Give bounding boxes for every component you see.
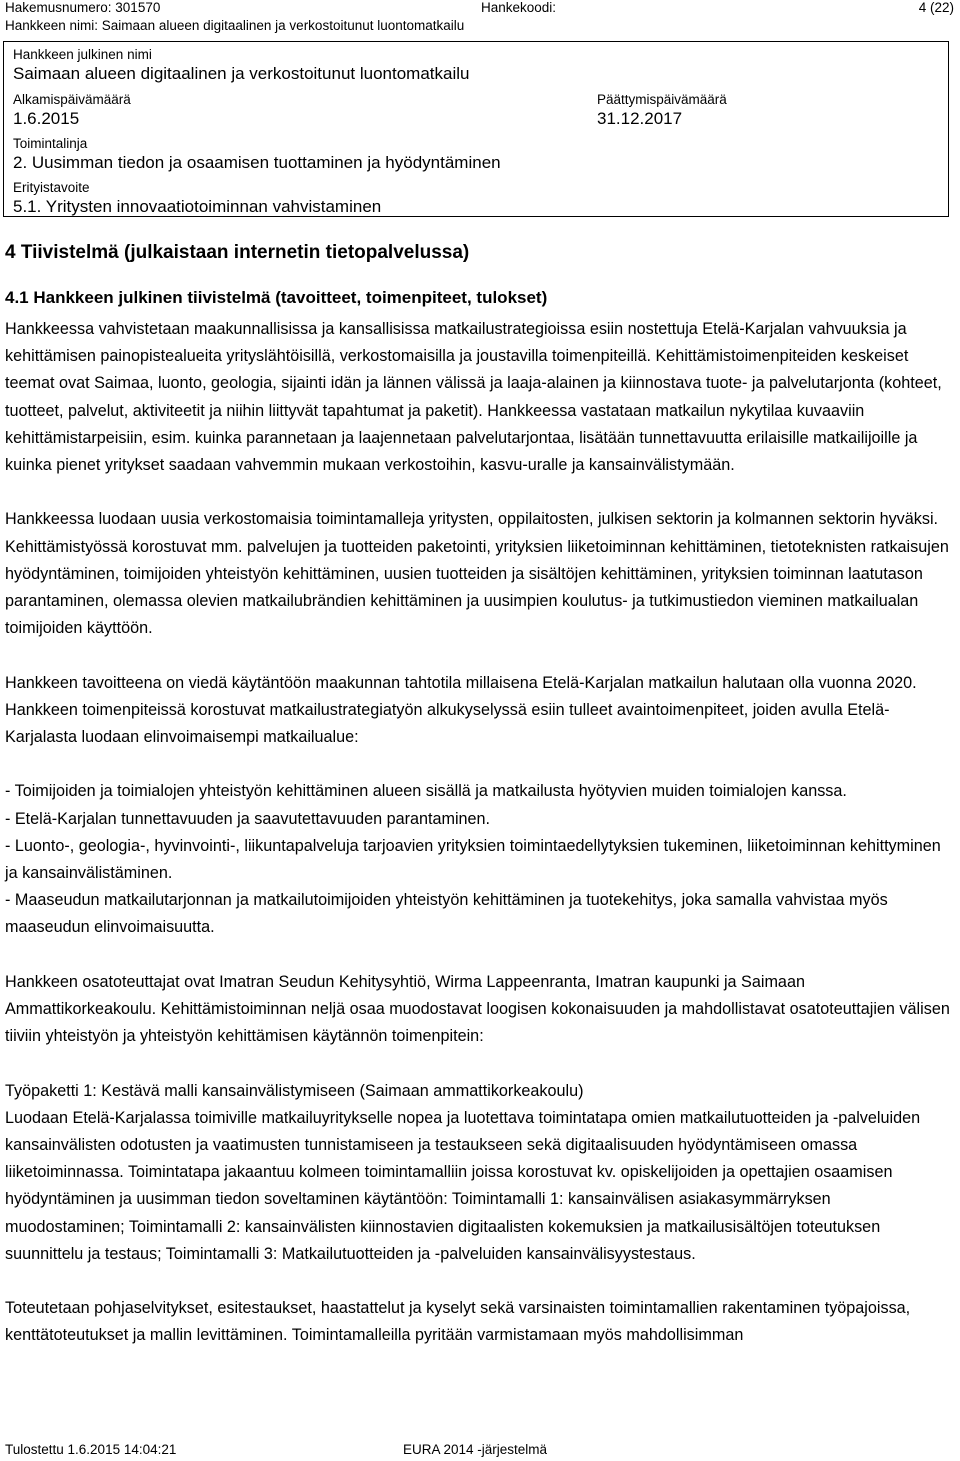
paragraph-2: Hankkeessa luodaan uusia verkostomaisia toimintamalleja yritysten, oppilaitosten, julkisen sektorin ja kolmannen sektorin hyväksi. Kehittämistyössä korostuvat mm. palvelujen ja tuotteiden paketointi, yrityksien liiketoiminnan kehittäminen, tietoteknisten ratkaisujen hyödyntäminen, toimijoiden yhteistyön kehittäminen, uusien tuotteiden ja sisältöjen kehittäminen, yrityksien toiminnan laatutason parantaminen, olemassa olevien matkailubrändien kehittäminen ja uusimpien koulutus- ja tutkimustiedon vieminen matkailualan toimijoiden käyttöön. xyxy=(5,510,949,638)
section-title: 4 Tiivistelmä (julkaistaan internetin tietopalvelussa) xyxy=(5,242,470,263)
public-name-value: Saimaan alueen digitaalinen ja verkostoitunut luontomatkailu xyxy=(13,64,470,83)
work-package-title: Työpaketti 1: Kestävä malli kansainvälistymiseen (Saimaan ammattikorkeakoulu) xyxy=(5,1081,584,1100)
bullet-2: - Etelä-Karjalan tunnettavuuden ja saavutettavuuden parantaminen. xyxy=(5,809,491,828)
objective-value: 5.1. Yritysten innovaatiotoiminnan vahvistaminen xyxy=(13,197,382,216)
end-date-label: Päättymispäivämäärä xyxy=(597,92,727,107)
project-name-line: Hankkeen nimi: Saimaan alueen digitaalinen ja verkostoitunut luontomatkailu xyxy=(5,18,465,33)
start-date-label: Alkamispäivämäärä xyxy=(13,92,131,107)
work-package-body: Luodaan Etelä-Karjalassa toimiville matkailuyritykselle nopea ja luotettava toimintatapa omien matkailutuotteiden ja -palveluiden kansainvälisten odotusten ja vaatimusten tunnistamiseen ja testaukseen sekä digitaalisuuden hyödyntämiseen omassa liiketoiminnassa. Toimintatapa jakaantuu kolmeen toimintamalliin joissa korostuvat kv. opiskelijoiden ja opettajien osaamisen hyödyntäminen ja uusimman tiedon soveltaminen käytäntöön: Toimintamalli 1: kansainvälisen asiakasymmärryksen muodostaminen; Toimintamalli 2: kansainvälisten kiinnostavien digitaalisten kokemuksien ja matkailusisältöjen toteutuksen suunnittelu ja testaus; Toimintamalli 3: Matkailutuotteiden ja -palveluiden kansainvälisyystestaus. xyxy=(5,1108,921,1263)
system-name: EURA 2014 -järjestelmä xyxy=(403,1442,548,1457)
project-code-label: Hankekoodi: xyxy=(481,0,557,15)
application-number: Hakemusnumero: 301570 xyxy=(5,0,161,15)
page-number: 4 (22) xyxy=(918,0,954,15)
public-name-label: Hankkeen julkinen nimi xyxy=(13,47,152,62)
bullet-3: - Luonto-, geologia-, hyvinvointi-, liikuntapalveluja tarjoavien yrityksien toimintaedellytyksien tukeminen, liiketoiminnan kehittyminen ja kansainvälistäminen. xyxy=(5,836,941,883)
bullet-4: - Maaseudun matkailutarjonnan ja matkailutoimijoiden yhteistyön kehittäminen ja tuotekehitys, joka samalla vahvistaa myös maaseudun elinvoimaisuutta. xyxy=(5,891,888,937)
print-timestamp: Tulostettu 1.6.2015 14:04:21 xyxy=(5,1442,177,1457)
project-info-box xyxy=(3,41,949,217)
paragraph-3: Hankkeen tavoitteena on viedä käytäntöön maakunnan tahtotila millaisena Etelä-Karjalan matkailun halutaan olla vuonna 2020. Hankkeen toimenpiteissä korostuvat matkailustrategiatyön alkukyselyssä esiin tulleet avaintoimenpiteet, joiden avulla Etelä-Karjalasta luodaan elinvoimaisempi matkailualue: xyxy=(5,673,917,747)
bullet-1: - Toimijoiden ja toimialojen yhteistyön kehittäminen alueen sisällä ja matkailusta hyötyvien muiden toimialojen kanssa. xyxy=(5,782,847,801)
start-date-value: 1.6.2015 xyxy=(13,109,80,128)
summary-body xyxy=(5,316,953,1350)
paragraph-5: Toteutetaan pohjaselvitykset, esitestaukset, haastattelut ja kyselyt sekä varsinaisten toimintamallien rakentaminen työpajoissa, kenttätoteutukset ja mallin levittäminen. Toimintamalleilla pyritään varmistamaan myös mahdollisimman xyxy=(5,1299,911,1345)
end-date-value: 31.12.2017 xyxy=(597,109,683,128)
action-line-value: 2. Uusimman tiedon ja osaamisen tuottaminen ja hyödyntäminen xyxy=(13,153,501,172)
action-line-label: Toimintalinja xyxy=(13,136,88,151)
paragraph-4: Hankkeen osatoteuttajat ovat Imatran Seudun Kehitysyhtiö, Wirma Lappeenranta, Imatran kaupunki ja Saimaan Ammattikorkeakoulu. Kehittämistoiminnan neljä osaa muodostavat loogisen kokonaisuuden ja mahdollistavat osatoteuttajien välisen tiiviin yhteistyön ja yhteistyön kehittämisen käytännön toimenpitein: xyxy=(5,972,950,1046)
paragraph-1: Hankkeessa vahvistetaan maakunnallisissa ja kansallisissa matkailustrategioissa esiin nostettuja Etelä-Karjalan vahvuuksia ja kehittämisen painopistealueita yrityslähtöisillä, verkostomaisilla ja joustavilla toimenpiteillä. Kehittämistoimenpiteiden keskeiset teemat ovat Saimaa, luonto, geologia, sijainti idän ja lännen välissä ja laaja-alainen ja kiinnostava tuote- ja palvelutarjonta (kohteet, tuotteet, palvelut, aktiviteetit ja niihin liittyvät tapahtumat ja paketit). Hankkeessa vastataan matkailun nykytilaa kuvaaviin kehittämistarpeisiin, esim. kuinka parannetaan ja laajennetaan palvelutarjontaa, lisätään tunnettavuutta erilaisille matkailijoille ja kuinka pienet yritykset saadaan vahvemmin mukaan verkostoihin, kasvu-uralle ja kansainvälistymään. xyxy=(5,320,942,475)
subsection-title: 4.1 Hankkeen julkinen tiivistelmä (tavoitteet, toimenpiteet, tulokset) xyxy=(5,288,548,307)
objective-label: Erityistavoite xyxy=(13,180,90,195)
